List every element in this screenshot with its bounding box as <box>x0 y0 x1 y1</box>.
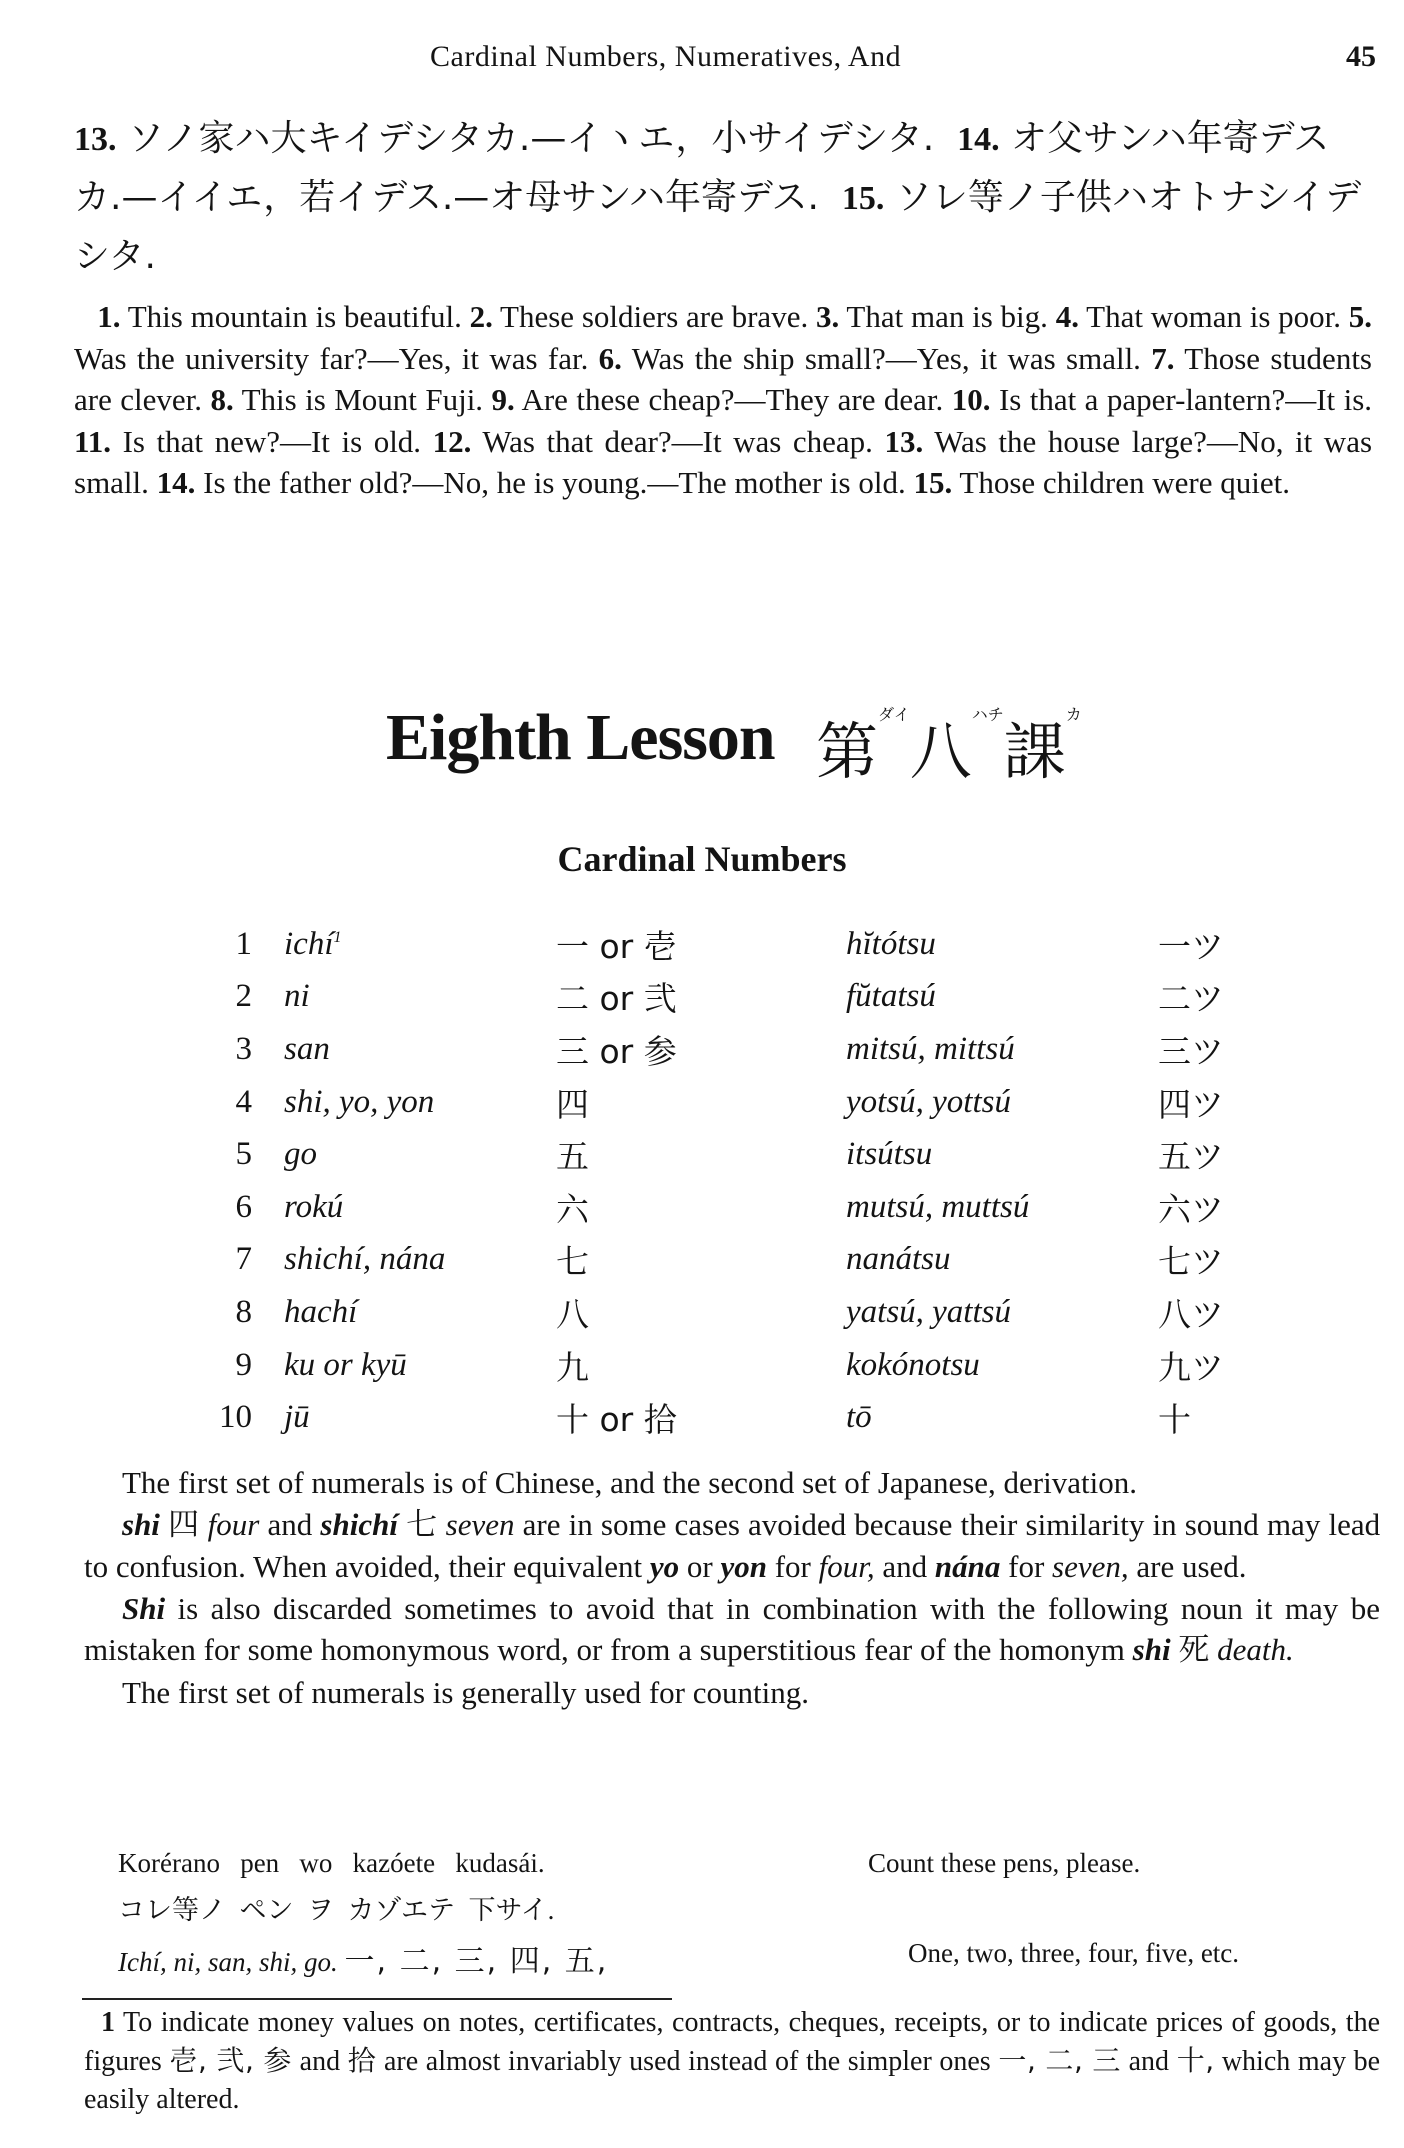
furigana: ダイ <box>878 705 910 724</box>
kanji-char: 課 <box>1003 715 1066 788</box>
japanese-kanji: 九ツ <box>1158 1347 1224 1387</box>
exercise-sentence: 5. Was the university far?—Yes, it was far. <box>74 299 1373 376</box>
exercise-sentence: 1. This mountain is beautiful. <box>97 299 462 334</box>
running-title: Cardinal Numbers, Numeratives, And <box>430 40 902 73</box>
example-translation: One, two, three, four, five, etc. <box>908 1938 1240 1968</box>
exercise-sentence: 10. Is that a paper-lantern?—It is. <box>951 382 1373 418</box>
japanese-reading: fŭtatsú <box>846 978 936 1015</box>
exercise-sentence: 6. Was the ship small?—Yes, it was small. <box>598 340 1141 376</box>
chinese-reading: ku or kyū <box>284 1346 407 1383</box>
chinese-kanji: 五 <box>556 1137 589 1177</box>
chinese-reading: san <box>284 1030 330 1067</box>
exercise-number: 14. <box>957 121 1000 158</box>
chinese-reading: ichí$^1$ <box>284 925 342 962</box>
english-exercise-block <box>74 296 1372 504</box>
exercise-sentence: 15. Those children were quiet. <box>913 465 1290 501</box>
chinese-kanji: 八 <box>556 1294 589 1334</box>
japanese-sentence: ソレ等ノ子供ハオトナシイデシタ. <box>74 177 1362 277</box>
numeral-row <box>196 1023 1224 1076</box>
numeral-row <box>196 918 1224 971</box>
japanese-reading: yatsú, yattsú <box>846 1293 1011 1330</box>
japanese-kanji: 四ツ <box>1158 1084 1224 1124</box>
exercise-sentence: 9. Are these cheap?—They are dear. <box>491 382 944 418</box>
japanese-kanji: 二ツ <box>1158 979 1224 1019</box>
note-paragraph: shi 四 four and shichí 七 seven are in some cases avoided because their similarity in sound may lead to confusion. When avoided, their equivalent yo or yon for four, and nána for seven, are used. <box>84 1506 1381 1584</box>
example-kana: コレ等ノ ペン ヲ カゾエテ 下サイ. <box>118 1895 555 1925</box>
numeral-row <box>196 1234 1224 1287</box>
numeral-digit: 10 <box>219 1399 252 1436</box>
furigana: ハチ <box>971 705 1004 724</box>
numeral-row <box>196 1076 1224 1129</box>
example-romaji: Ichí, ni, san, shi, go. <box>118 1947 338 1977</box>
numeral-row <box>196 971 1224 1024</box>
japanese-reading: nanátsu <box>846 1241 951 1278</box>
numeral-row <box>196 1128 1224 1181</box>
chinese-kanji: 九 <box>556 1347 589 1387</box>
exercise-sentence: 11. Is that new?—It is old. <box>74 423 422 459</box>
numeral-digit: 4 <box>235 1083 252 1120</box>
example-kanji: 一, 二, 三, 四, 五, <box>344 1944 609 1979</box>
exercise-sentence: 12. Was that dear?—It was cheap. <box>432 423 873 459</box>
numeral-row <box>196 1391 1224 1444</box>
footnote-rule <box>82 1998 672 2000</box>
example-counting <box>118 1936 608 1980</box>
furigana: カ <box>1065 705 1082 724</box>
footnote-marker: 1 <box>333 928 342 946</box>
note-paragraph: The first set of numerals is generally used for counting. <box>122 1674 809 1710</box>
running-head <box>0 40 1404 80</box>
example-translation: Count these pens, please. <box>868 1848 1141 1878</box>
japanese-reading: mitsú, mittsú <box>846 1030 1015 1067</box>
chinese-reading: shi, yo, yon <box>284 1083 435 1120</box>
exercise-sentence: 14. Is the father old?—No, he is young.—The mother is old. <box>156 465 906 501</box>
chinese-kanji: 一 or 壱 <box>556 926 677 966</box>
exercise-sentence: 8. This is Mount Fuji. <box>210 382 484 418</box>
chinese-reading: shichí, nána <box>284 1241 446 1278</box>
numeral-row <box>196 1181 1224 1234</box>
chinese-reading: go <box>284 1136 317 1173</box>
exercise-sentence: 13. Was the house large?—No, it was small. <box>74 423 1373 501</box>
exercise-sentence: 7. Those students are clever. <box>74 340 1372 418</box>
exercise-sentence: 3. That man is big. <box>815 299 1048 334</box>
chinese-reading: ni <box>284 978 310 1015</box>
numeral-digit: 1 <box>235 925 252 962</box>
numeral-digit: 8 <box>235 1293 252 1330</box>
exercise-number: 13. <box>74 121 117 158</box>
lesson-title <box>386 700 1082 800</box>
note-paragraph: Shi is also discarded sometimes to avoid that in combination with the following noun it may be mistaken for some homonymous word, or from a superstitious fear of the homonym shi 死 death. <box>84 1590 1380 1668</box>
chinese-reading: jū <box>284 1399 310 1436</box>
japanese-kanji: 七ツ <box>1158 1242 1224 1282</box>
japanese-reading: mutsú, muttsú <box>846 1188 1030 1225</box>
japanese-kanji: 六ツ <box>1158 1189 1224 1229</box>
chinese-kanji: 四 <box>556 1084 589 1124</box>
japanese-reading: itsútsu <box>846 1136 933 1173</box>
note-paragraph: The first set of numerals is of Chinese, and the second set of Japanese, derivation. <box>122 1465 1137 1500</box>
lesson-title-kanji <box>816 702 1082 791</box>
lesson-title-text: Eighth Lesson <box>386 701 775 774</box>
kanji-char: 八 <box>909 715 972 788</box>
numeral-digit: 5 <box>235 1136 252 1173</box>
chinese-kanji: 二 or 弐 <box>556 979 677 1019</box>
japanese-kanji: 一ツ <box>1158 926 1224 966</box>
japanese-kanji: 五ツ <box>1158 1137 1224 1177</box>
japanese-sentence: ソノ家ハ大キイデシタカ.—イヽエ，小サイデシタ. <box>127 118 935 159</box>
chinese-kanji: 六 <box>556 1189 589 1229</box>
exercise-number: 15. <box>841 180 885 217</box>
chinese-reading: hachí <box>284 1293 358 1330</box>
japanese-kanji: 三ツ <box>1158 1031 1224 1071</box>
chinese-reading: rokú <box>284 1188 344 1225</box>
numeral-row <box>196 1286 1224 1339</box>
chinese-kanji: 七 <box>556 1242 589 1282</box>
footnote: 1 To indicate money values on notes, certificates, contracts, cheques, receipts, or to indicate prices of goods, the figures 壱, 弐, 参 and 拾 are almost invariably used instead of the simpler ones 一, 二, 三 and 十, which may be easily altered. <box>84 2007 1381 2115</box>
japanese-exercise-block <box>74 110 1374 286</box>
numeral-digit: 2 <box>235 978 252 1015</box>
japanese-kanji: 十 <box>1158 1400 1191 1440</box>
exercise-sentence: 4. That woman is poor. <box>1055 299 1342 334</box>
japanese-reading: tō <box>846 1399 872 1436</box>
numeral-digit: 3 <box>235 1030 252 1067</box>
numeral-row <box>196 1339 1224 1392</box>
numeral-digit: 9 <box>235 1346 252 1383</box>
numeral-digit: 7 <box>235 1241 252 1278</box>
japanese-reading: hĭtótsu <box>846 925 936 962</box>
explanatory-notes <box>84 1462 1380 1713</box>
exercise-sentence: 2. These soldiers are brave. <box>469 299 809 334</box>
japanese-sentence: オ父サンハ年寄デスカ.—イイエ，若イデス.—オ母サンハ年寄デス. <box>74 118 1330 218</box>
kanji-char: 第 <box>816 715 879 788</box>
section-title: Cardinal Numbers <box>557 839 847 879</box>
numeral-digit: 6 <box>235 1188 252 1225</box>
japanese-kanji: 八ツ <box>1158 1294 1224 1334</box>
chinese-kanji: 三 or 参 <box>556 1031 677 1071</box>
example-romaji: Korérano pen wo kazóete kudasái. <box>118 1848 545 1878</box>
japanese-reading: kokónotsu <box>846 1346 980 1383</box>
chinese-kanji: 十 or 拾 <box>556 1400 677 1440</box>
japanese-reading: yotsú, yottsú <box>846 1083 1011 1120</box>
numerals-table <box>196 918 1224 1444</box>
footnote-number: 1 <box>101 2007 116 2038</box>
page-number: 45 <box>1346 40 1376 73</box>
